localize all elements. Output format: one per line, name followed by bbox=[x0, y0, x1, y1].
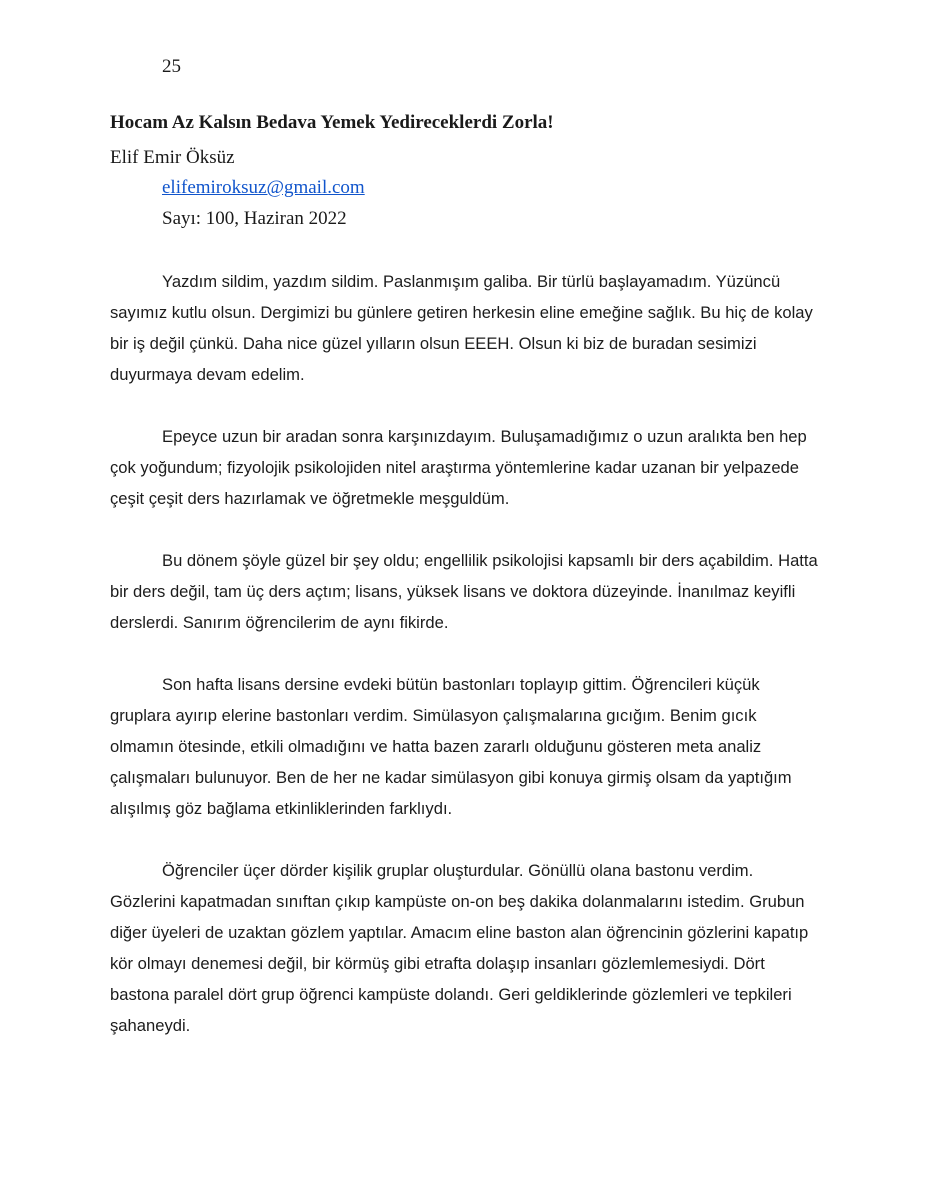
paragraph: Bu dönem şöyle güzel bir şey oldu; engellilik psikolojisi kapsamlı bir ders açabildim. Hatta bir ders değil, tam üç ders açtım; lisans, yüksek lisans ve doktora düzeyinde. İnanılmaz keyifli derslerdi. Sanırım öğrencilerim de aynı fikirde. bbox=[110, 551, 818, 632]
paragraph: Öğrenciler üçer dörder kişilik gruplar oluşturdular. Gönüllü olana bastonu verdim. Gözlerini kapatmadan sınıftan çıkıp kampüste on-on beş dakika dolanmalarını istedim. Grubun diğer üyeleri de uzaktan gözlem yaptılar. Amacım eline baston alan öğrencinin gözlerini kapatıp kör olmayı denemesi değil, bir körmüş gibi etrafta dolaşıp insanları gözlemlemesiydi. Dört bastona paralel dört grup öğrenci kampüste dolandı. Geri geldiklerinde gözlemleri ve tepkileri şahaneydi. bbox=[110, 861, 809, 1035]
author-name: Elif Emir Öksüz bbox=[110, 147, 235, 168]
article-body bbox=[110, 266, 822, 1072]
paragraph: Epeyce uzun bir aradan sonra karşınızdayım. Buluşamadığımız o uzun aralıkta ben hep çok yoğundum; fizyolojik psikolojiden nitel araştırma yöntemlerine kadar uzanan bir yelpazede çeşit çeşit ders hazırlamak ve öğretmekle meşguldüm. bbox=[110, 427, 807, 508]
author-email-link[interactable]: elifemiroksuz@gmail.com bbox=[162, 177, 365, 198]
paragraph: Yazdım sildim, yazdım sildim. Paslanmışım galiba. Bir türlü başlayamadım. Yüzüncü sayımız kutlu olsun. Dergimizi bu günlere getiren herkesin eline emeğine sağlık. Bu hiç de kolay bir iş değil çünkü. Daha nice güzel yılların olsun EEEH. Olsun ki biz de buradan sesimizi duyurmaya devam edelim. bbox=[110, 272, 813, 384]
page-number: 25 bbox=[162, 56, 181, 77]
issue-info: Sayı: 100, Haziran 2022 bbox=[162, 208, 347, 229]
article-title: Hocam Az Kalsın Bedava Yemek Yedireceklerdi Zorla! bbox=[110, 112, 554, 133]
paragraph: Son hafta lisans dersine evdeki bütün bastonları toplayıp gittim. Öğrencileri küçük gruplara ayırıp elerine bastonları verdim. Simülasyon çalışmalarına gıcığım. Benim gıcık olmamın ötesinde, etkili olmadığını ve hatta bazen zararlı olduğunu gösteren meta analiz çalışmaları bulunuyor. Ben de her ne kadar simülasyon gibi konuya girmiş olsam da yaptığım alışılmış göz bağlama etkinliklerinden farklıydı. bbox=[110, 675, 792, 818]
